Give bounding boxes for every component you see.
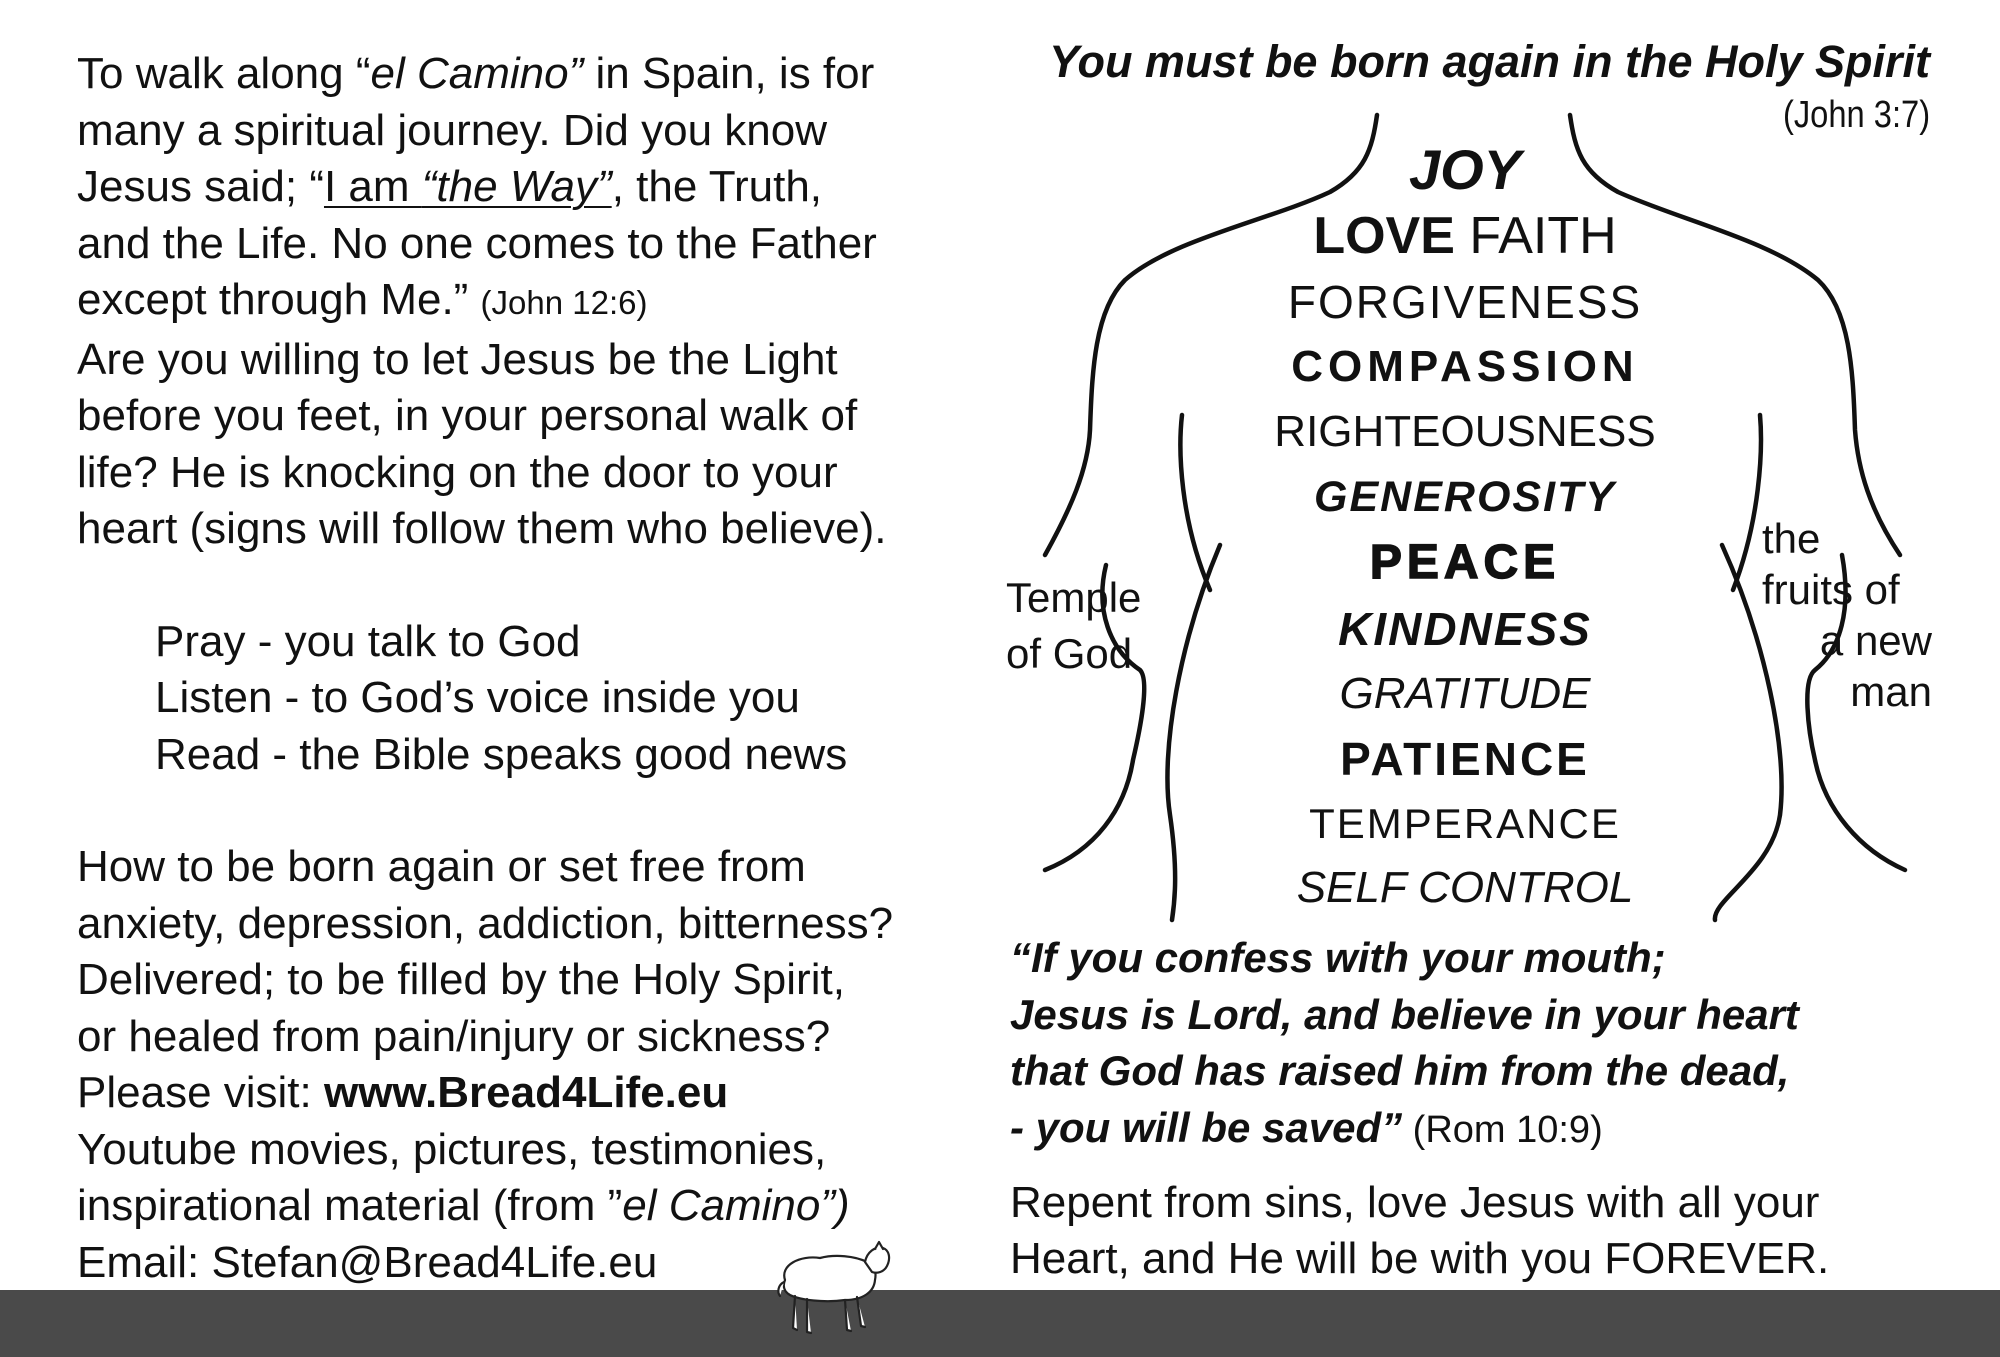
text: Please visit: xyxy=(77,1068,324,1117)
fruit-patience: PATIENCE xyxy=(1340,733,1590,785)
spacer xyxy=(77,558,977,614)
text: except through Me.” xyxy=(77,275,481,324)
fruit-faith: FAITH xyxy=(1454,207,1617,265)
text: , the Truth, xyxy=(611,162,823,211)
text-line xyxy=(77,1065,977,1122)
text-line xyxy=(77,159,977,216)
website-link[interactable]: www.Bread4Life.eu xyxy=(323,1068,729,1117)
label-fruits-of-new-man xyxy=(1762,513,1932,717)
quote-line: Jesus is Lord, and believe in your heart xyxy=(1010,990,1799,1038)
text-line: anxiety, depression, addiction, bitterness? xyxy=(77,898,894,948)
step-read: Read - the Bible speaks good news xyxy=(155,729,848,779)
fruit-compassion: COMPASSION xyxy=(1291,342,1639,391)
text-line xyxy=(77,272,977,332)
label-temple-of-god xyxy=(1006,570,1141,682)
fruit-peace: PEACE xyxy=(1369,536,1561,589)
left-column xyxy=(77,46,977,1291)
text: in Spain, is for xyxy=(583,49,875,98)
quote-text: - you will be saved” xyxy=(1010,1103,1403,1151)
text-line: life? He is knocking on the door to your xyxy=(77,447,838,497)
text-line: Are you willing to let Jesus be the Light xyxy=(77,334,838,384)
text-line: many a spiritual journey. Did you know xyxy=(77,105,827,155)
step-pray: Pray - you talk to God xyxy=(155,616,581,666)
underlined-quote xyxy=(324,162,612,211)
heading-reference: (John 3:7) xyxy=(1782,94,1930,136)
heading: You must be born again in the Holy Spirit xyxy=(1049,36,1930,87)
scripture-reference: (John 12:6) xyxy=(480,284,648,321)
quote-line: that God has raised him from the dead, xyxy=(1010,1047,1790,1094)
closing-line: Repent from sins, love Jesus with all your xyxy=(1010,1178,1820,1227)
text-line: heart (signs will follow them who believe). xyxy=(77,504,887,553)
text: I am xyxy=(323,162,422,211)
label-line: Temple xyxy=(1006,574,1142,621)
fruit-forgiveness: FORGIVENESS xyxy=(1287,276,1643,328)
fruit-temperance: TEMPERANCE xyxy=(1309,800,1621,847)
sheep-icon xyxy=(775,1240,895,1340)
fruit-kindness: KINDNESS xyxy=(1338,603,1592,655)
label-line: of God xyxy=(1006,630,1133,677)
text: inspirational material (from ” xyxy=(77,1181,623,1230)
fruit-love: LOVE xyxy=(1313,207,1455,265)
footer-bar xyxy=(0,1290,2000,1357)
text-line: or healed from pain/injury or sickness? xyxy=(77,1011,831,1061)
fruit-joy: JOY xyxy=(1408,138,1522,201)
closing-line: Heart, and He will be with you FOREVER. xyxy=(1010,1234,1830,1283)
fruit-self-control: SELF CONTROL xyxy=(1296,863,1634,912)
fruit-righteousness: RIGHTEOUSNESS xyxy=(1274,407,1656,456)
label-line: a new xyxy=(1819,617,1932,664)
label-line: the xyxy=(1762,515,1821,562)
quote-line: “If you confess with your mouth; xyxy=(1010,934,1666,981)
text-line: How to be born again or set free from xyxy=(77,842,806,891)
quote-line xyxy=(1010,1100,1970,1159)
spacer xyxy=(77,783,977,839)
text: Jesus said; “ xyxy=(77,162,324,211)
email-line: Email: Stefan@Bread4Life.eu xyxy=(77,1237,658,1287)
closing-message xyxy=(1010,1175,1970,1287)
step-listen: Listen - to God’s voice inside you xyxy=(155,673,800,722)
scripture-reference: (Rom 10:9) xyxy=(1402,1108,1603,1151)
text: To walk along “ xyxy=(77,49,371,98)
text-line: and the Life. No one comes to the Father xyxy=(77,218,877,268)
the-way-italic: “the Way” xyxy=(421,162,612,211)
label-line: man xyxy=(1850,668,1932,715)
fruit-generosity: GENEROSITY xyxy=(1314,473,1616,521)
text-line: Youtube movies, pictures, testimonies, xyxy=(77,1124,827,1174)
text-line: before you feet, in your personal walk of xyxy=(77,391,858,440)
fruits-list xyxy=(1165,138,1765,920)
romans-quote xyxy=(1010,930,1970,1158)
el-camino-italic: el Camino”) xyxy=(622,1181,850,1230)
text-line: Delivered; to be filled by the Holy Spirit, xyxy=(77,955,845,1004)
label-line: fruits of xyxy=(1762,566,1900,613)
el-camino-italic: el Camino” xyxy=(370,49,584,98)
text-line xyxy=(77,46,977,103)
text-line xyxy=(77,1178,977,1235)
fruit-love-faith xyxy=(1165,202,1765,270)
fruit-gratitude: GRATITUDE xyxy=(1339,669,1591,718)
